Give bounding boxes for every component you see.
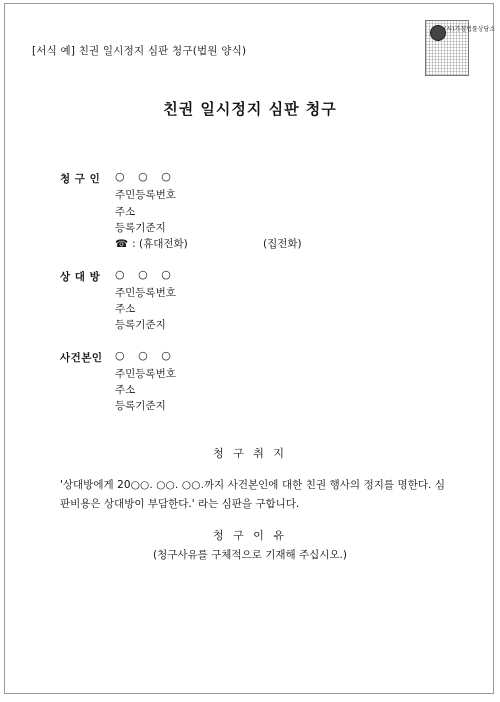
respondent-name: ○ ○ ○ [115, 268, 176, 281]
form-label: [서식 예] 친권 일시정지 심판 청구(법원 양식) [32, 45, 247, 57]
purpose-text: '상대방에게 20○○. ○○. ○○.까지 사건본인에 대한 친권 행사의 정지를 명한다. 심판비용은 상대방이 부담한다.' 라는 심판을 구합니다. [60, 479, 445, 510]
claimant-name: ○ ○ ○ [115, 170, 176, 183]
principal-name: ○ ○ ○ [115, 349, 176, 362]
home-phone-label: (집전화) [263, 238, 302, 250]
principal-registry: 등록기준지 [115, 400, 166, 412]
purpose-heading: 청 구 취 지 [213, 447, 287, 460]
claimant-registry: 등록기준지 [115, 222, 166, 234]
principal-rrn: 주민등록번호 [115, 368, 176, 380]
reason-note: (청구사유를 구체적으로 기재해 주십시오.) [153, 549, 347, 561]
document-title: 친권 일시정지 심판 청구 [163, 100, 337, 118]
phone-icon: ☎ [115, 238, 129, 250]
document-page [4, 3, 494, 694]
claimant-label: 청 구 인 [60, 173, 101, 185]
principal-label: 사건본인 [60, 352, 103, 364]
mobile-phone-label: : (휴대전화) [132, 238, 188, 250]
stamp-text: (사)가정법률상담소 [444, 26, 496, 33]
claimant-address: 주소 [115, 206, 136, 218]
claimant-phone [115, 236, 188, 251]
claimant-rrn: 주민등록번호 [115, 189, 176, 201]
respondent-label: 상 대 방 [60, 271, 101, 283]
principal-address: 주소 [115, 384, 136, 396]
respondent-address: 주소 [115, 303, 136, 315]
respondent-registry: 등록기준지 [115, 319, 166, 331]
legal-aid-stamp [425, 20, 496, 76]
respondent-rrn: 주민등록번호 [115, 287, 176, 299]
reason-heading: 청 구 이 유 [213, 529, 287, 542]
